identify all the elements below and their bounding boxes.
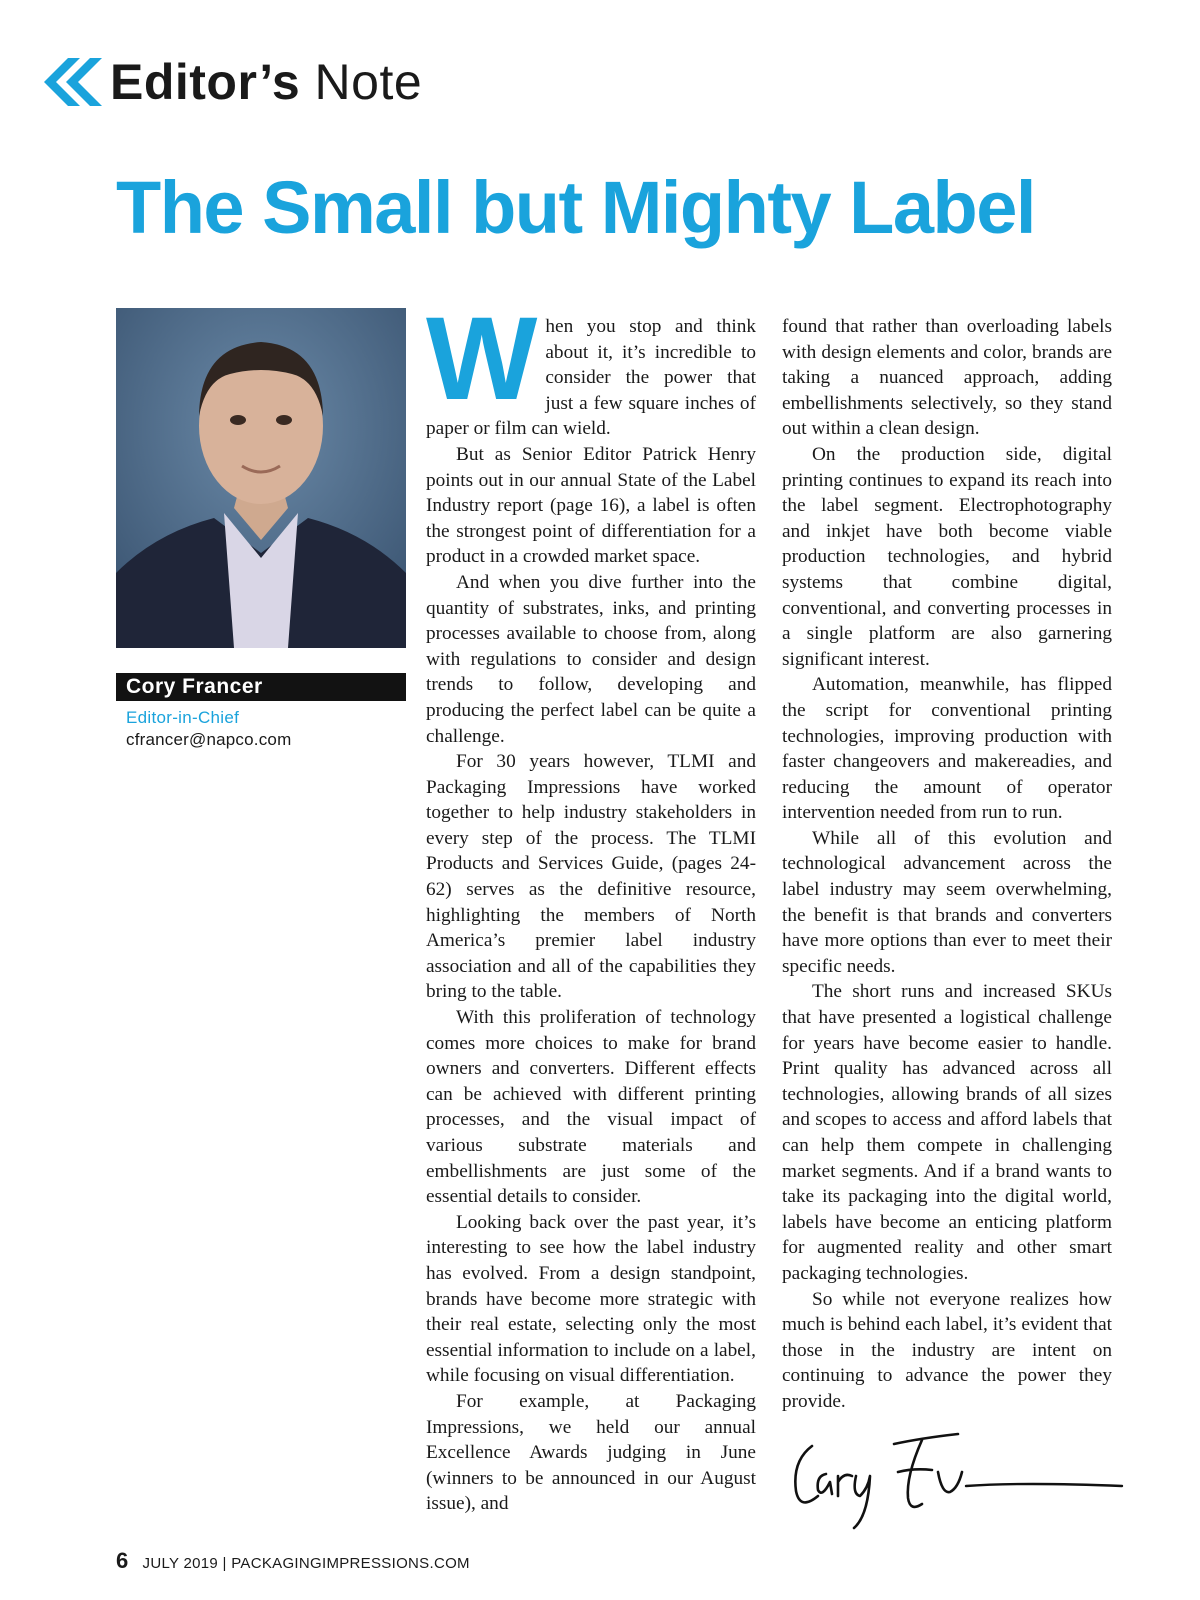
double-chevron-left-icon (44, 58, 102, 106)
page-footer (116, 1548, 470, 1574)
paragraph (426, 293, 756, 442)
page-number: 6 (116, 1548, 129, 1573)
footer-text: JULY 2019 | PACKAGINGIMPRESSIONS.COM (142, 1555, 470, 1572)
paragraph: found that rather than overloading labels with design elements and color, brands are taking a nuanced approach, adding embellishments selectively, so they stand out within a clean design. (782, 316, 1112, 440)
article-column-2 (782, 314, 1112, 1415)
author-photo (116, 308, 406, 648)
paragraph: With this proliferation of technology comes more choices to make for brand owners and converters. Different effects can be achieved with different printing processes, and the visual impact of various substrate materials and embellishments are just some of the essential details to consider. (426, 1007, 756, 1208)
author-name: Cory Francer (116, 673, 406, 701)
section-title-bold: Editor’s (110, 54, 301, 110)
paragraph: So while not everyone realizes how much is behind each label, it’s evident that those in the industry are intent on continuing to advance the power they provide. (782, 1288, 1112, 1412)
section-title-regular: Note (314, 54, 423, 110)
paragraph: Automation, meanwhile, has flipped the script for conventional printing technologies, improving production with faster changeovers and makereadies, and reducing the amount of operator intervention needed from run to run. (782, 674, 1112, 824)
paragraph: But as Senior Editor Patrick Henry points out in our annual State of the Label Industry report (page 16), a label is often the strongest point of differentiation for a product in a crowded market space. (426, 443, 756, 568)
paragraph: For example, at Packaging Impressions, we held our annual Excellence Awards judging in June (winners to be announced in our August issue), and (426, 1390, 756, 1515)
paragraph-text: hen you stop and think about it, it’s incredible to consider the power that just a few square inches of paper or film can wield. (426, 316, 756, 440)
author-role: Editor-in-Chief (126, 708, 240, 727)
section-header (44, 52, 422, 112)
article-headline: The Small but Mighty Label (116, 166, 1035, 249)
paragraph: The short runs and increased SKUs that have presented a logistical challenge for years have become easier to handle. Print quality has advanced across all technologies, allowing brands of all sizes and scopes to access and afford labels that can help them compete in challenging market segments. And if a brand wants to take its packaging into the digital world, labels have become an enticing platform for augmented reality and other smart packaging technologies. (782, 981, 1112, 1284)
signature (782, 1416, 1142, 1536)
paragraph: On the production side, digital printing continues to expand its reach into the label segment. Electrophotography and inkjet have both become viable production technologies, and hybrid systems that combine digital, conventional, and converting processes in a single platform are also garnering significant interest. (782, 443, 1112, 670)
paragraph: Looking back over the past year, it’s interesting to see how the label industry has evolved. From a design standpoint, brands have become more strategic with their real estate, selecting only the most essential information to include on a label, while focusing on visual differentiation. (426, 1211, 756, 1387)
author-email[interactable]: cfrancer@napco.com (126, 730, 292, 749)
paragraph: For 30 years however, TLMI and Packaging Impressions have worked together to help industry stakeholders in every step of the process. The TLMI Products and Services Guide, (pages 24-62) serves as the definitive resource, highlighting the members of North America’s premier label industry association and all of the capabilities they bring to the table. (426, 751, 756, 1003)
paragraph: And when you dive further into the quantity of substrates, inks, and printing processes available to choose from, along with regulations to consider and design trends to follow, developing and producing the perfect label can be quite a challenge. (426, 571, 756, 747)
section-title (110, 54, 422, 110)
paragraph: While all of this evolution and technological advancement across the label industry may seem overwhelming, the benefit is that brands and converters have more options than ever to meet their specific needs. (782, 827, 1112, 977)
drop-cap: W (426, 293, 538, 425)
article-column-1 (426, 293, 756, 1517)
